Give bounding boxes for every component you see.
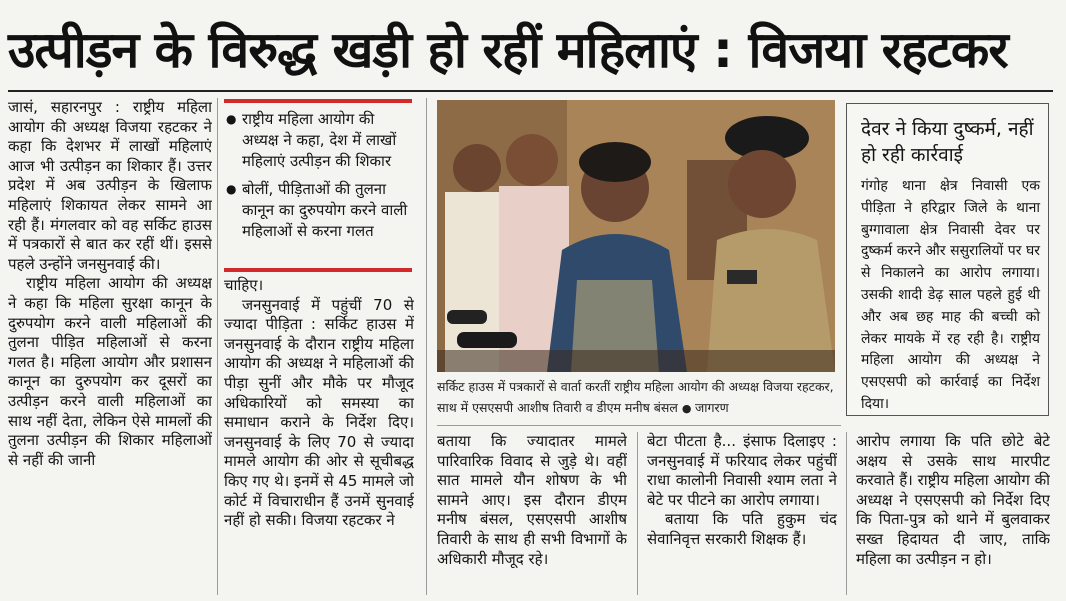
article-column-1 <box>8 98 212 596</box>
bullet-icon: ● <box>226 112 237 126</box>
caption-rule <box>437 425 841 426</box>
article-column-2 <box>224 276 414 596</box>
paragraph: आरोप लगाया कि पति छोटे बेटे अक्षय से उसके साथ मारपीट करवाते हैं। राष्ट्रीय महिला आयोग की अध्यक्ष ने एसएसपी को निर्देश दिए कि पिता-पुत्र को थाने में बुलवाकर सख्त हिदायत दी जाए, ताकि महिला का उत्पीड़न न हो। <box>856 432 1050 568</box>
bullet-icon: ● <box>226 182 237 196</box>
paragraph: चाहिए। <box>224 276 264 294</box>
paragraph: राष्ट्रीय महिला आयोग की अध्यक्ष ने कहा कि महिला सुरक्षा कानून के दुरुपयोग करने वाली महिलाओं की तुलना पीड़ित महिलाओं से करना गलत है। महिला आयोग और प्रशासन कानून का दुरुपयोग कर दूसरों का उत्पीड़न करने वाली महिलाओं का साथ नहीं देता, लेकिन ऐसे मामलों की तुलना उत्पीड़न की शिकार महिलाओं से नहीं की जानी <box>8 274 212 469</box>
highlights-box <box>224 99 412 272</box>
news-photo <box>437 100 835 372</box>
column-divider <box>846 432 847 595</box>
article-column-3 <box>437 432 627 596</box>
sidebar-body: गंगोह थाना क्षेत्र निवासी एक पीड़िता ने हरिद्वार जिले के थाना बुग्गावाला क्षेत्र निवासी देवर पर दुष्कर्म करने और ससुरालियों पर घर से निकालने का आरोप लगाया। उसकी शादी डेढ़ साल पहले हुई थी और अब छह माह की बच्ची को लेकर मायके में रह रही है। राष्ट्रीय महिला आयोग की अध्यक्ष ने एसएसपी को कार्रवाई का निर्देश दिया। <box>861 178 1040 412</box>
credit-bullet-icon: ● <box>681 402 695 415</box>
sidebar-title: देवर ने किया दुष्कर्म, नहीं हो रही कार्रवाई <box>861 118 1034 166</box>
headline: उत्पीड़न के विरुद्ध खड़ी हो रहीं महिलाएं : विजया रहटकर <box>8 21 1008 79</box>
sidebar-news-box <box>846 103 1049 416</box>
column-divider <box>637 432 638 595</box>
photo-credit: जागरण <box>694 400 729 415</box>
paragraph: बताया कि पति हुकुम चंद सेवानिवृत्त सरकारी शिक्षक हैं। <box>647 510 837 548</box>
caption-text: सर्किट हाउस में पत्रकारों से वार्ता करतीं राष्ट्रीय महिला आयोग की अध्यक्ष विजया रहटकर, साथ में एसएसपी आशीष तिवारी व डीएम मनीष बंसल <box>437 379 834 415</box>
highlight-text: बोलीं, पीड़िताओं की तुलना कानून का दुरुपयोग करने वाली महिलाओं से करना गलत <box>242 180 408 240</box>
paragraph: जासं, सहारनपुर : राष्ट्रीय महिला आयोग की अध्यक्ष विजया रहटकर ने कहा कि देशभर में लाखों महिलाएं आज भी उत्पीड़न का शिकार हैं। उत्तर प्रदेश में अब उत्पीड़न के खिलाफ महिलाएं शिकायत लेकर सामने आ रही हैं। मंगलवार को वह सर्किट हाउस में पत्रकारों से बात कर रहीं थीं। इससे पहले उन्होंने जनसुनवाई की। <box>8 98 212 273</box>
column-divider <box>426 98 427 595</box>
headline-rule <box>8 90 1053 92</box>
paragraph: बताया कि ज्यादातर मामले पारिवारिक विवाद से जुड़े थे। वहीं सात मामले यौन शोषण के भी सामने आए। इस दौरान डीएम मनीष बंसल, एसएसपी आशीष तिवारी के साथ ही सभी विभागों के अधिकारी मौजूद रहे। <box>437 432 627 568</box>
column-divider <box>217 98 218 595</box>
photo-caption <box>437 376 835 422</box>
highlight-text: राष्ट्रीय महिला आयोग की अध्यक्ष ने कहा, देश में लाखों महिलाएं उत्पीड़न की शिकार <box>242 110 397 170</box>
article-column-5 <box>856 432 1050 596</box>
highlight-item <box>226 179 410 242</box>
paragraph: बेटा पीटता है... इंसाफ दिलाइए : जनसुनवाई में फरियाद लेकर पहुंचीं राधा कालोनी निवासी श्याम लता ने बेटे पर पीटने का आरोप लगाया। <box>647 432 837 509</box>
press-conference-illustration <box>437 100 835 372</box>
article-column-4 <box>647 432 837 596</box>
highlight-item <box>226 109 410 172</box>
paragraph: जनसुनवाई में पहुंचीं 70 से ज्यादा पीड़िता : सर्किट हाउस में जनसुनवाई के दौरान राष्ट्रीय महिला आयोग की अध्यक्ष ने महिलाओं की पीड़ा सुनीं और मौके पर मौजूद अधिकारियों को समस्या का समाधान कराने के निर्देश दिए। जनसुनवाई के लिए 70 से ज्यादा मामले आयोग की ओर से सूचीबद्ध किए गए थे। इनमें से 45 मामले जो कोर्ट में विचाराधीन हैं उनमें सुनवाई नहीं हो सकी। विजया रहटकर ने <box>224 295 414 530</box>
